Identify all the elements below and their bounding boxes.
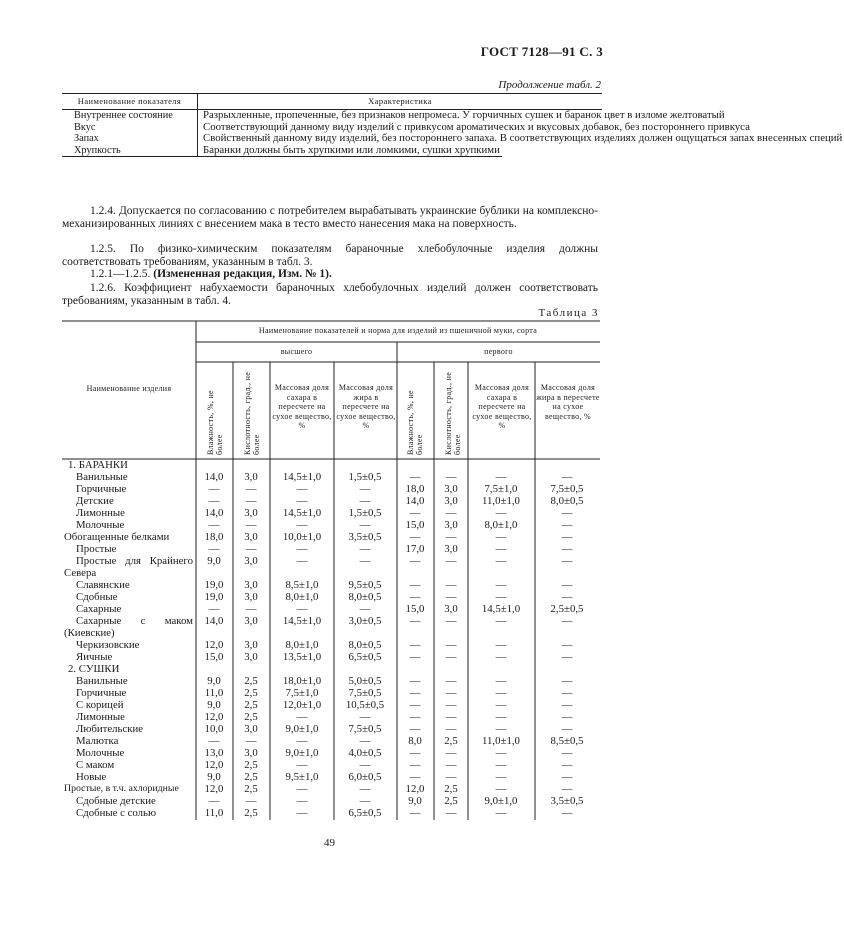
table-row-name: С маком xyxy=(76,759,115,771)
table-cell: 18,0 xyxy=(405,483,425,495)
table-cell: 9,0±1,0 xyxy=(285,747,319,759)
document-header: ГОСТ 7128—91 С. 3 xyxy=(480,44,603,59)
table-cell: 3,0 xyxy=(244,507,258,519)
table-cell: 14,0 xyxy=(204,615,224,627)
table-cell: — xyxy=(495,699,507,711)
table-cell: 3,0 xyxy=(444,495,458,507)
table-cell: — xyxy=(409,807,421,819)
table-cell: 2,5 xyxy=(444,795,458,807)
table-cell: 9,0 xyxy=(207,555,221,567)
table-row-name: Сахарные с маком xyxy=(76,615,193,627)
table-cell: — xyxy=(245,495,257,507)
table-row-name: Любительские xyxy=(76,723,144,735)
table-cell: 10,0±1,0 xyxy=(282,531,322,543)
table-cell: — xyxy=(296,795,308,807)
table-cell: 3,0 xyxy=(444,483,458,495)
table-row-name: Сдобные детские xyxy=(76,795,156,807)
table-cell: — xyxy=(495,711,507,723)
table-cell: 14,5±1,0 xyxy=(282,471,322,483)
t3-header-sugar-high: Массовая доля сахара в пересчете на сухое вещество, % xyxy=(272,383,332,430)
table-cell: — xyxy=(409,675,421,687)
table-cell: — xyxy=(561,783,573,795)
table-cell: — xyxy=(208,603,220,615)
table2-continuation-label: Продолжение табл. 2 xyxy=(498,79,601,91)
table-cell: — xyxy=(296,759,308,771)
table-cell: — xyxy=(409,651,421,663)
table-cell: 9,0 xyxy=(408,795,422,807)
table-cell: — xyxy=(561,699,573,711)
table-cell: — xyxy=(245,603,257,615)
table-cell: 13,5±1,0 xyxy=(282,651,322,663)
t3-header-moist-first: Влажность, %, не более xyxy=(406,390,424,455)
table-cell: — xyxy=(409,759,421,771)
table-row-name: Детские xyxy=(76,495,114,507)
table-row-name: Простые xyxy=(76,543,117,555)
t3-header-grade-high: высшего xyxy=(280,347,313,356)
table-cell: 12,0 xyxy=(405,783,425,795)
t3-header-moist-high: Влажность, %, не более xyxy=(206,390,224,455)
table-cell: 3,0 xyxy=(244,747,258,759)
table-cell: 7,5±0,5 xyxy=(348,687,382,699)
table-cell: — xyxy=(208,735,220,747)
table-cell: 12,0 xyxy=(204,711,224,723)
table-cell: 14,5±1,0 xyxy=(282,507,322,519)
table-cell: — xyxy=(445,531,457,543)
table-cell: — xyxy=(561,555,573,567)
table-row-name: Лимонные xyxy=(76,507,125,519)
table-cell: 14,5±1,0 xyxy=(481,603,521,615)
table-cell: — xyxy=(359,519,371,531)
paragraph-1-2-6: 1.2.6. Коэффициент набухаемости бараночных хлебобулочных изделий должен соответствовать требованиям, указанным в табл. 4. xyxy=(62,282,598,307)
table-cell: — xyxy=(561,711,573,723)
t2-cell-text: Соответствующий данному виду изделий с привкусом ароматических и вкусовых добавок, без постороннего привкуса xyxy=(203,120,750,133)
table-cell: 2,5 xyxy=(444,735,458,747)
table-cell: 3,0 xyxy=(244,555,258,567)
table-row-name: Горчичные xyxy=(76,483,127,495)
t2-cell-name: Запах xyxy=(62,133,198,145)
table-row-name: Яичные xyxy=(76,651,113,663)
table-cell: 1,5±0,5 xyxy=(348,507,382,519)
table-cell: — xyxy=(208,495,220,507)
table-cell: — xyxy=(445,747,457,759)
table-cell: 15,0 xyxy=(405,603,425,615)
table-row-name: Черкизовские xyxy=(76,639,140,651)
table-cell: 8,0±1,0 xyxy=(484,519,518,531)
table-row-name: Сдобные с солью xyxy=(76,807,157,819)
table-cell: 3,0 xyxy=(244,615,258,627)
table-row-name-cont: Севера xyxy=(64,567,97,579)
table-cell: 14,5±1,0 xyxy=(282,615,322,627)
table-cell: 11,0±1,0 xyxy=(482,735,520,747)
table-cell: — xyxy=(445,471,457,483)
table-row-name: Малютка xyxy=(76,735,119,747)
table-cell: 3,5±0,5 xyxy=(348,531,382,543)
table-cell: — xyxy=(296,783,308,795)
table-row-name: Славянские xyxy=(76,579,130,591)
table-cell: — xyxy=(561,675,573,687)
table-cell: 3,0 xyxy=(244,591,258,603)
table-cell: — xyxy=(495,579,507,591)
table-row-name: Молочные xyxy=(76,519,125,531)
table-cell: — xyxy=(561,543,573,555)
table-row-name: Простые, в т.ч. ахлоридные xyxy=(64,783,179,794)
table-cell: — xyxy=(296,711,308,723)
table-cell: — xyxy=(495,783,507,795)
table-cell: — xyxy=(561,591,573,603)
table-cell: 2,5 xyxy=(244,807,258,819)
table-cell: — xyxy=(296,483,308,495)
table-cell: — xyxy=(445,759,457,771)
table-cell: — xyxy=(409,723,421,735)
table-cell: — xyxy=(495,531,507,543)
table-cell: — xyxy=(445,615,457,627)
table-cell: — xyxy=(561,639,573,651)
table-cell: 8,5±1,0 xyxy=(285,579,319,591)
table-cell: 10,0 xyxy=(204,723,224,735)
table-cell: — xyxy=(359,555,371,567)
table-cell: — xyxy=(445,771,457,783)
table-cell: — xyxy=(359,735,371,747)
table-cell: — xyxy=(208,519,220,531)
table-cell: — xyxy=(359,795,371,807)
table-cell: — xyxy=(409,639,421,651)
table-cell: 1,5±0,5 xyxy=(348,471,382,483)
table-cell: — xyxy=(359,711,371,723)
t3-header-grade-first: первого xyxy=(484,347,513,356)
table-cell: 3,0 xyxy=(244,639,258,651)
t2-cell-text: Разрыхленные, пропеченные, без признаков непромеса. У горчичных сушек и баранок цвет в изломе желтоватый xyxy=(203,109,725,121)
table-cell: 12,0 xyxy=(204,639,224,651)
t3-header-acid-high: Кислотность, град., не более xyxy=(243,371,261,455)
table-cell: 2,5±0,5 xyxy=(550,603,584,615)
table3-caption: Таблица 3 xyxy=(538,307,599,319)
table-cell: 6,0±0,5 xyxy=(348,771,382,783)
table-cell: — xyxy=(409,555,421,567)
table-cell: 8,0±0,5 xyxy=(550,495,584,507)
table-row-name: 2. СУШКИ xyxy=(68,663,120,675)
table-cell: 2,5 xyxy=(244,675,258,687)
table-cell: 12,0 xyxy=(204,783,224,795)
t2-cell-name: Хрупкость xyxy=(62,145,198,157)
table-cell: 3,0 xyxy=(244,579,258,591)
table-row-name: С корицей xyxy=(76,699,124,711)
table-cell: 3,0 xyxy=(244,723,258,735)
table-cell: — xyxy=(561,807,573,819)
table-row-name: Горчичные xyxy=(76,687,127,699)
table-cell: — xyxy=(245,543,257,555)
table-cell: — xyxy=(561,687,573,699)
table-cell: 9,0±1,0 xyxy=(484,795,518,807)
table-cell: — xyxy=(495,771,507,783)
table-cell: — xyxy=(561,747,573,759)
amendment-number: 1.2.1—1.2.5. xyxy=(90,268,151,280)
table-cell: — xyxy=(561,519,573,531)
table-cell: 11,0 xyxy=(204,687,224,699)
table-cell: 15,0 xyxy=(405,519,425,531)
table-cell: 7,5±0,5 xyxy=(550,483,584,495)
table-cell: — xyxy=(409,771,421,783)
table-cell: — xyxy=(409,507,421,519)
table-cell: — xyxy=(445,579,457,591)
table-cell: — xyxy=(245,483,257,495)
table-cell: 3,0 xyxy=(444,603,458,615)
table-cell: 3,0 xyxy=(444,519,458,531)
table-cell: 2,5 xyxy=(244,711,258,723)
table-cell: 13,0 xyxy=(204,747,224,759)
table-cell: — xyxy=(495,591,507,603)
table-cell: — xyxy=(409,699,421,711)
table-cell: 17,0 xyxy=(405,543,425,555)
table-cell: — xyxy=(296,555,308,567)
page-number: 49 xyxy=(324,837,335,849)
table-cell: — xyxy=(561,615,573,627)
t3-header-fat-first: Массовая доля жира в пересчете на сухое вещество, % xyxy=(536,383,600,421)
table-cell: 6,5±0,5 xyxy=(348,651,382,663)
table-cell: 8,0±1,0 xyxy=(285,639,319,651)
table-cell: 6,5±0,5 xyxy=(348,807,382,819)
table-cell: — xyxy=(445,711,457,723)
table-cell: 4,0±0,5 xyxy=(348,747,382,759)
table-row-name: Ванильные xyxy=(76,471,128,483)
t2-header-indicator: Наименование показателя xyxy=(62,94,198,110)
table-cell: — xyxy=(445,687,457,699)
table-row-name: Обогащенные белками xyxy=(64,531,170,543)
table-cell: 7,5±1,0 xyxy=(484,483,518,495)
table-cell: — xyxy=(495,759,507,771)
table-cell: — xyxy=(409,687,421,699)
table-row-name: 1. БАРАНКИ xyxy=(68,459,128,471)
table-cell: 2,5 xyxy=(244,783,258,795)
table-cell: — xyxy=(409,531,421,543)
table-cell: — xyxy=(359,603,371,615)
table-cell: 2,5 xyxy=(244,699,258,711)
table-cell: 8,0±1,0 xyxy=(285,591,319,603)
table-cell: 11,0 xyxy=(204,807,224,819)
table-cell: — xyxy=(359,495,371,507)
paragraph-1-2-5: 1.2.5. По физико-химическим показателям бараночные хлебобулочные изделия должны соответствовать требованиям, указанным в табл. 3. xyxy=(62,243,598,268)
t2-cell-name: Внутреннее состояние xyxy=(62,110,198,122)
table-cell: 9,5±1,0 xyxy=(285,771,319,783)
table-cell: — xyxy=(409,471,421,483)
table-cell: 12,0 xyxy=(204,759,224,771)
table-cell: — xyxy=(561,759,573,771)
table-row-name: Новые xyxy=(76,771,107,783)
table-cell: — xyxy=(409,579,421,591)
table-cell: — xyxy=(445,507,457,519)
table-cell: 3,5±0,5 xyxy=(550,795,584,807)
table-cell: — xyxy=(445,639,457,651)
table-cell: — xyxy=(359,759,371,771)
table-cell: — xyxy=(445,723,457,735)
table-cell: — xyxy=(445,555,457,567)
table-cell: — xyxy=(296,495,308,507)
table-cell: 19,0 xyxy=(204,591,224,603)
table-cell: — xyxy=(495,651,507,663)
table-cell: 19,0 xyxy=(204,579,224,591)
t3-header-acid-first: Кислотность, град., не более xyxy=(444,371,462,455)
table-cell: 10,5±0,5 xyxy=(345,699,385,711)
table-cell: — xyxy=(409,591,421,603)
table-cell: — xyxy=(561,723,573,735)
table-cell: — xyxy=(495,507,507,519)
table-cell: 3,0 xyxy=(244,531,258,543)
table-row-name: Ванильные xyxy=(76,675,128,687)
table-cell: 14,0 xyxy=(405,495,425,507)
table-cell: — xyxy=(296,807,308,819)
table-cell: 8,0 xyxy=(408,735,422,747)
table-cell: — xyxy=(495,639,507,651)
t2-header-characteristic: Характеристика xyxy=(198,94,603,110)
table-cell: 5,0±0,5 xyxy=(348,675,382,687)
table-cell: 14,0 xyxy=(204,471,224,483)
table-cell: 2,5 xyxy=(244,771,258,783)
table-cell: — xyxy=(245,795,257,807)
table-cell: — xyxy=(409,615,421,627)
table-cell: — xyxy=(495,687,507,699)
table-cell: 2,5 xyxy=(244,759,258,771)
table-cell: 8,5±0,5 xyxy=(550,735,584,747)
table-cell: — xyxy=(495,807,507,819)
table-cell: — xyxy=(296,735,308,747)
table-cell: 18,0±1,0 xyxy=(282,675,322,687)
table-row-name: Сдобные xyxy=(76,591,118,603)
table-cell: — xyxy=(208,795,220,807)
table-cell: — xyxy=(409,711,421,723)
amendment-note: (Измененная редакция, Изм. № 1). xyxy=(153,268,332,280)
table-cell: 9,5±0,5 xyxy=(348,579,382,591)
table-row-name: Молочные xyxy=(76,747,125,759)
table-cell: 9,0 xyxy=(207,771,221,783)
t2-cell-text: Баранки должны быть хрупкими или ломкими, сушки хрупкими xyxy=(198,145,502,158)
table-cell: — xyxy=(245,735,257,747)
table-cell: 2,5 xyxy=(244,687,258,699)
table-cell: — xyxy=(296,519,308,531)
table-cell: 3,0 xyxy=(244,651,258,663)
table-cell: 7,5±0,5 xyxy=(348,723,382,735)
table-cell: — xyxy=(495,471,507,483)
table-cell: — xyxy=(495,615,507,627)
table-cell: 18,0 xyxy=(204,531,224,543)
table-cell: — xyxy=(208,483,220,495)
table-cell: 15,0 xyxy=(204,651,224,663)
table-cell: — xyxy=(359,483,371,495)
table-cell: — xyxy=(561,507,573,519)
table-cell: — xyxy=(561,771,573,783)
table-cell: — xyxy=(561,471,573,483)
table-cell: 8,0±0,5 xyxy=(348,639,382,651)
table-cell: — xyxy=(359,543,371,555)
table-cell: 11,0±1,0 xyxy=(482,495,520,507)
table-cell: — xyxy=(495,747,507,759)
table-cell: — xyxy=(296,603,308,615)
table-cell: 9,0 xyxy=(207,699,221,711)
table-row-name: Лимонные xyxy=(76,711,125,723)
table-cell: — xyxy=(561,531,573,543)
table-cell: — xyxy=(445,591,457,603)
table-cell: 7,5±1,0 xyxy=(285,687,319,699)
table-cell: — xyxy=(445,675,457,687)
table-cell: — xyxy=(445,651,457,663)
table-row-name: Простые для Крайнего xyxy=(76,555,193,567)
t3-header-top: Наименование показателей и норма для изделий из пшеничной муки, сорта xyxy=(258,326,538,335)
table-row-name-cont: (Киевские) xyxy=(64,627,115,639)
t2-cell-text: Свойственный данному виду изделий, без постороннего запаха. В соответствующих изделиях должен ощущаться запах внесенных специй xyxy=(203,132,843,144)
table-row-name: Сахарные xyxy=(76,603,122,615)
table-cell: — xyxy=(208,543,220,555)
table-cell: — xyxy=(445,807,457,819)
table-cell: — xyxy=(409,747,421,759)
table-cell: — xyxy=(359,783,371,795)
table-cell: 14,0 xyxy=(204,507,224,519)
table-cell: — xyxy=(495,543,507,555)
table-cell: — xyxy=(495,723,507,735)
table-cell: 3,0±0,5 xyxy=(348,615,382,627)
table-cell: — xyxy=(296,543,308,555)
table-cell: — xyxy=(445,699,457,711)
table-cell: 12,0±1,0 xyxy=(282,699,322,711)
table-cell: — xyxy=(245,519,257,531)
paragraph-1-2-4: 1.2.4. Допускается по согласованию с потребителем вырабатывать украинские бублики на комплексно-механизированных линиях с внесением мака в тесто вместо нанесения мака на поверхность. xyxy=(62,205,598,230)
table-cell: 2,5 xyxy=(444,783,458,795)
table-cell: 3,0 xyxy=(444,543,458,555)
table-cell: — xyxy=(495,675,507,687)
t3-header-product: Наименование изделия xyxy=(86,384,172,393)
table-cell: — xyxy=(561,651,573,663)
table-cell: 3,0 xyxy=(244,471,258,483)
table-cell: — xyxy=(495,555,507,567)
table-cell: 8,0±0,5 xyxy=(348,591,382,603)
t3-header-fat-high: Массовая доля жира в пересчете на сухое вещество, % xyxy=(336,383,396,430)
t3-header-sugar-first: Массовая доля сахара в пересчете на сухое вещество, % xyxy=(472,383,532,430)
table-cell: 9,0 xyxy=(207,675,221,687)
table-cell: — xyxy=(561,579,573,591)
t2-cell-name: Вкус xyxy=(62,122,198,134)
table-cell: 9,0±1,0 xyxy=(285,723,319,735)
